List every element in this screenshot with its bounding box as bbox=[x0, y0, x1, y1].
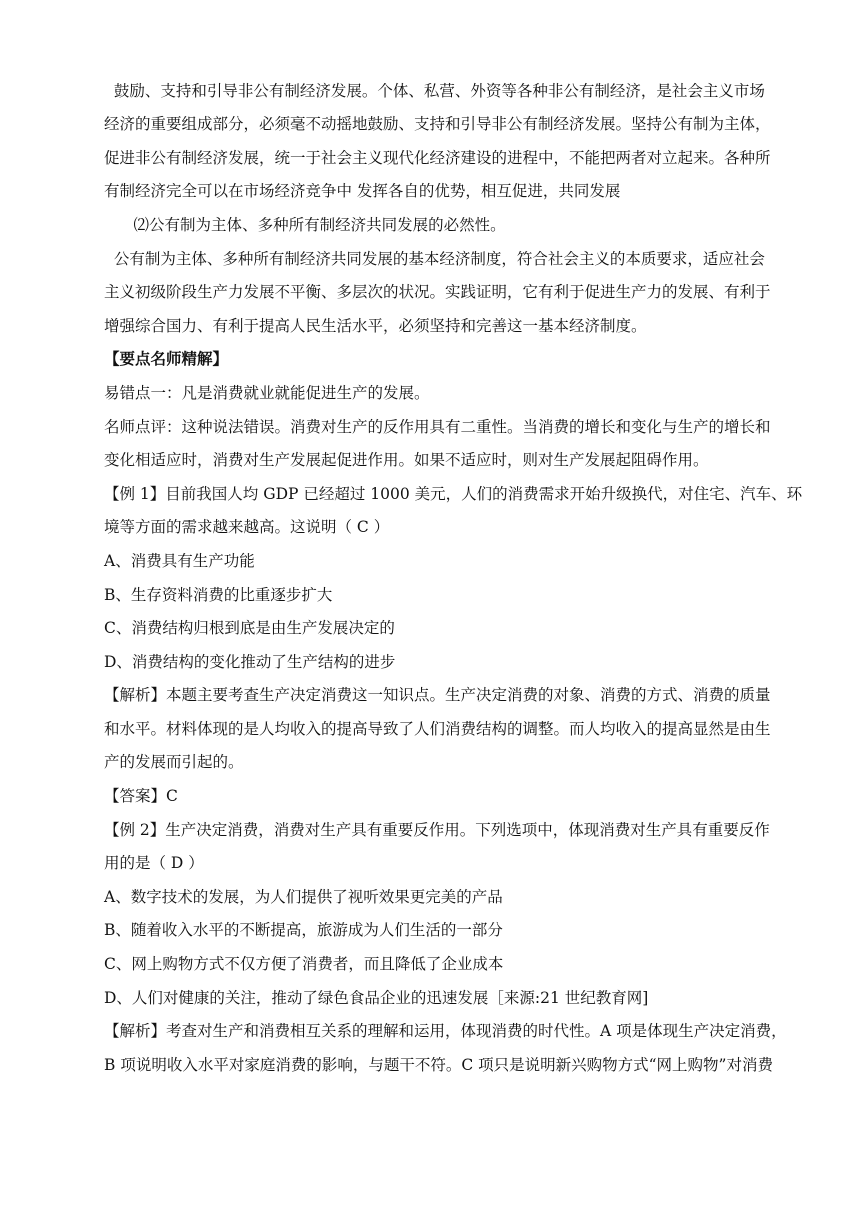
option-a: A、数字技术的发展，为人们提供了视听效果更完美的产品 bbox=[104, 888, 503, 906]
subheading: ⑵公有制为主体、多种所有制经济共同发展的必然性。 bbox=[104, 216, 506, 234]
question-line: 用的是（ D ） bbox=[104, 854, 204, 872]
section-heading: 【要点名师精解】 bbox=[104, 349, 229, 368]
option-d: D、消费结构的变化推动了生产结构的进步 bbox=[104, 653, 396, 671]
text-line: 主义初级阶段生产力发展不平衡、多层次的状况。实践证明，它有利于促进生产力的发展、有利于 bbox=[104, 283, 771, 301]
question-line: 【例 2】生产决定消费，消费对生产具有重要反作用。下列选项中，体现消费对生产具有重要反作 bbox=[104, 821, 770, 839]
option-a: A、消费具有生产功能 bbox=[104, 552, 255, 570]
analysis-line: 和水平。材料体现的是人均收入的提高导致了人们消费结构的调整。而人均收入的提高显然是由生 bbox=[104, 720, 771, 738]
text-line: 名师点评：这种说法错误。消费对生产的反作用具有二重性。当消费的增长和变化与生产的增长和 bbox=[104, 418, 771, 436]
question-line: 【例 1】目前我国人均 GDP 已经超过 1000 美元，人们的消费需求开始升级换代，对住宅、汽车、环 bbox=[104, 485, 803, 503]
analysis-line: 【解析】本题主要考查生产决定消费这一知识点。生产决定消费的对象、消费的方式、消费的质量 bbox=[104, 686, 771, 704]
option-b: B、随着收入水平的不断提高，旅游成为人们生活的一部分 bbox=[104, 921, 503, 939]
analysis-line: 【解析】考查对生产和消费相互关系的理解和运用，体现消费的时代性。A 项是体现生产决定消费， bbox=[104, 1022, 787, 1040]
text-line: 公有制为主体、多种所有制经济共同发展的基本经济制度，符合社会主义的本质要求，适应社会 bbox=[104, 250, 765, 268]
option-c: C、消费结构归根到底是由生产发展决定的 bbox=[104, 619, 395, 637]
text-line: 变化相适应时，消费对生产发展起促进作用。如果不适应时，则对生产发展起阻碍作用。 bbox=[104, 451, 709, 469]
text-line: 促进非公有制经济发展，统一于社会主义现代化经济建设的进程中，不能把两者对立起来。各种所 bbox=[104, 149, 771, 167]
text-line: 经济的重要组成部分，必须毫不动摇地鼓励、支持和引导非公有制经济发展。坚持公有制为主体， bbox=[104, 115, 771, 133]
option-b: B、生存资料消费的比重逐步扩大 bbox=[104, 586, 333, 604]
text-line: 有制经济完全可以在市场经济竞争中 发挥各自的优势，相互促进，共同发展 bbox=[104, 182, 621, 200]
text-line: 增强综合国力、有利于提高人民生活水平，必须坚持和完善这一基本经济制度。 bbox=[104, 317, 647, 335]
analysis-line: 产的发展而引起的。 bbox=[104, 753, 244, 771]
option-c: C、网上购物方式不仅方便了消费者，而且降低了企业成本 bbox=[104, 955, 504, 973]
option-d: D、人们对健康的关注，推动了绿色食品企业的迅速发展［来源:21 世纪教育网] bbox=[104, 989, 649, 1007]
text-line: 鼓励、支持和引导非公有制经济发展。个体、私营、外资等各种非公有制经济，是社会主义市场 bbox=[104, 82, 765, 100]
analysis-line: B 项说明收入水平对家庭消费的影响，与题干不符。C 项只是说明新兴购物方式“网上购物”对消费 bbox=[104, 1056, 773, 1074]
question-line: 境等方面的需求越来越高。这说明（ C ） bbox=[104, 518, 390, 536]
answer-line: 【答案】C bbox=[104, 787, 178, 805]
text-line: 易错点一：凡是消费就业就能促进生产的发展。 bbox=[104, 384, 430, 402]
